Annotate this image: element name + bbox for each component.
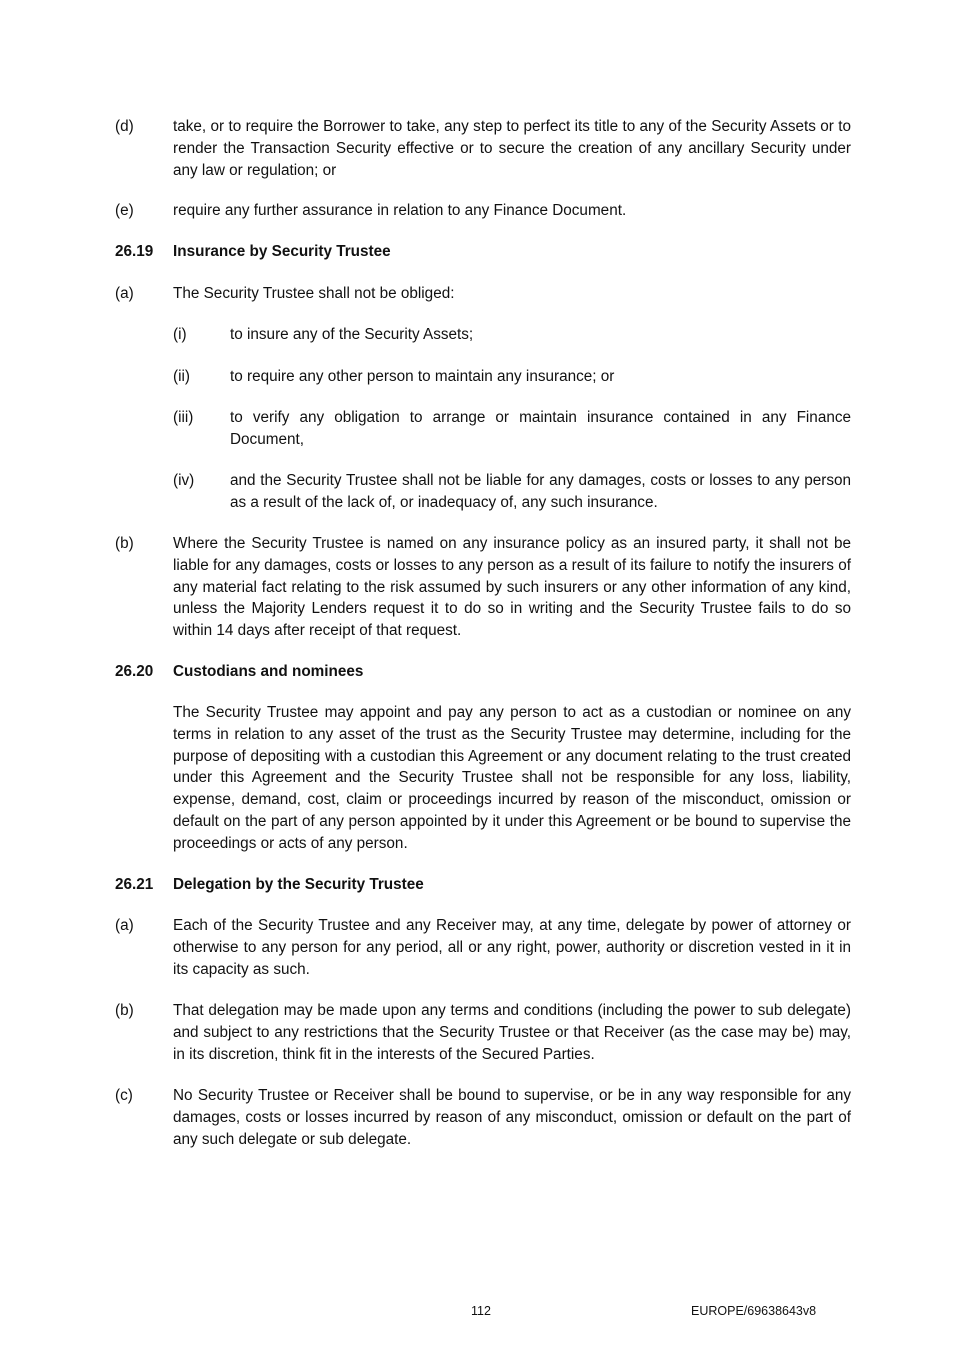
s2621-b-text: That delegation may be made upon any terms and conditions (including the power to sub delegate) and subject to any restrictions that the Security Trustee or that Receiver (as the case may be) may, in its discretion, think fit in the interests of the Secured Parties. — [173, 1002, 851, 1063]
s2621-c-text: No Security Trustee or Receiver shall be bound to supervise, or be in any way responsible for any damages, costs or losses incurred by reason of any misconduct, omission or default on the part of any such delegate or sub delegate. — [173, 1087, 851, 1148]
subitem-iii-label: (iii) — [173, 409, 194, 426]
item-e-label: (e) — [115, 202, 134, 219]
section-title: Insurance by Security Trustee — [173, 243, 391, 260]
s2619-a-text: The Security Trustee shall not be obliged: — [173, 285, 455, 302]
s2619-a-label: (a) — [115, 285, 134, 302]
section-number: 26.20 — [115, 663, 154, 680]
subitem-iv-text: and the Security Trustee shall not be liable for any damages, costs or losses to any person as a result of the lack of, or inadequacy of, any such insurance. — [230, 472, 851, 511]
page-number: 112 — [471, 1304, 491, 1318]
subitem-i-text: to insure any of the Security Assets; — [230, 326, 474, 343]
subitem-i-label: (i) — [173, 326, 187, 343]
s2619-b-text: Where the Security Trustee is named on any insurance policy as an insured party, it shall not be liable for any damages, costs or losses to any person as a result of its failure to notify the insurers of any material fact relating to the risk assumed by such insurers or any other information of any kind, unless the Majority Lenders request it to do so in writing and the Security Trustee fails to do so within 14 days after receipt of that request. — [173, 535, 851, 640]
section-heading-26-21 — [115, 874, 424, 896]
section-heading-26-20 — [115, 661, 363, 683]
subitem-ii-text: to require any other person to maintain any insurance; or — [230, 368, 615, 385]
section-title: Delegation by the Security Trustee — [173, 876, 424, 893]
document-reference: EUROPE/69638643v8 — [691, 1304, 817, 1318]
section-title: Custodians and nominees — [173, 663, 364, 680]
section-number: 26.21 — [115, 876, 154, 893]
s2621-a-text: Each of the Security Trustee and any Receiver may, at any time, delegate by power of attorney or otherwise to any person for any period, all or any right, power, authority or discretion vested in it in its capacity as such. — [173, 917, 851, 978]
s2620-text: The Security Trustee may appoint and pay any person to act as a custodian or nominee on any terms in relation to any asset of the trust as the Security Trustee may determine, including for the purpose of depositing with a custodian this Agreement or any document relating to the trust created under this Agreement and the Security Trustee shall not be responsible for any loss, liability, expense, demand, cost, claim or proceedings incurred by reason of the misconduct, omission or default on the part of any person appointed by it under this Agreement or be bound to supervise the proceedings or acts of any person. — [173, 704, 851, 852]
subitem-ii-label: (ii) — [173, 368, 190, 385]
item-d-text: take, or to require the Borrower to take, any step to perfect its title to any of the Security Assets or to render the Transaction Security effective or to secure the creation of any ancillary Security under any law or regulation; or — [173, 118, 851, 179]
s2619-b-label: (b) — [115, 535, 134, 552]
s2621-b-label: (b) — [115, 1002, 134, 1019]
s2621-c-label: (c) — [115, 1087, 133, 1104]
section-heading-26-19 — [115, 241, 391, 263]
section-number: 26.19 — [115, 243, 154, 260]
item-e-text: require any further assurance in relation to any Finance Document. — [173, 202, 627, 219]
subitem-iii-text: to verify any obligation to arrange or maintain insurance contained in any Finance Document, — [230, 409, 851, 448]
s2621-a-label: (a) — [115, 917, 134, 934]
item-d-label: (d) — [115, 118, 134, 135]
subitem-iv-label: (iv) — [173, 472, 195, 489]
